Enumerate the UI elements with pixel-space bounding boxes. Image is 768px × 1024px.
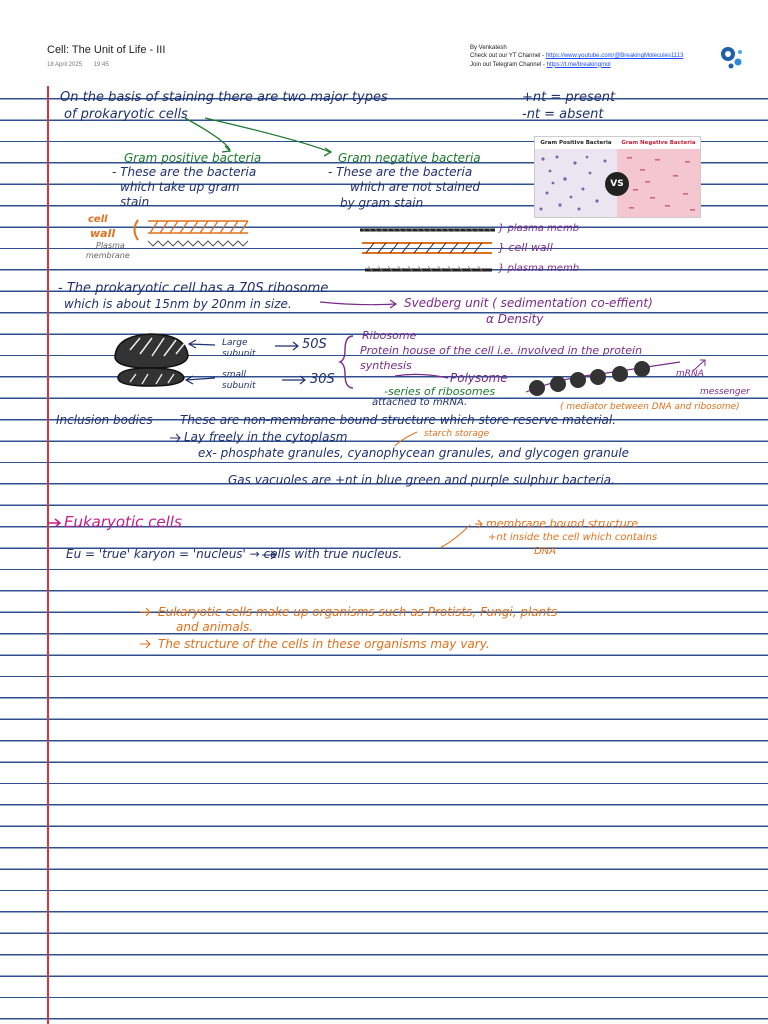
gram-comparison-image [534,136,701,218]
page-date: 18 April 2025 [47,62,83,68]
lay-freely-note: Lay freely in the cytoplasm [184,430,348,444]
eukaryotic-organisms-line-2: and animals. [176,620,254,634]
page-time: 19:45 [93,62,109,68]
eukaryotic-structure-note: The structure of the cells in these organisms may vary. [158,637,490,651]
gram-negative-line-1: - These are the bacteria [328,165,473,179]
credits-author: By Venkatesh [470,45,507,51]
s50-label: 50S [302,337,327,352]
credits-tg: Join out Telegram Channel - https://t.me/breakingmol [470,61,611,68]
protein-house-line-2: synthesis [360,359,412,372]
vs-badge: VS [605,172,629,196]
mediator-note: ( mediator between DNA and ribosome) [560,402,740,412]
neg-plasma-memb-label-1: } plasma memb [498,223,580,234]
gas-vacuoles-note: Gas vacuoles are +nt in blue green and purple sulphur bacteria. [228,473,615,487]
plasma-membrane-label-1: Plasma [96,241,125,250]
present-note: +nt = present [522,90,616,105]
eukaryotic-definition: Eu = 'true' karyon = 'nucleus' → cells with true nucleus. [66,547,403,561]
credits [470,44,683,69]
granules-note: ex- phosphate granules, cyanophycean granules, and glycogen granule [198,446,630,460]
staining-line-1: On the basis of staining there are two major types [60,90,388,105]
staining-line-2: of prokaryotic cells [64,107,188,122]
gram-positive-line-2: which take up gram [120,180,240,194]
small-subunit-label: small subunit [222,370,256,391]
page-datetime [47,62,119,68]
polysome-label: Polysome [450,371,508,385]
mrna-label: mRNA [676,369,704,379]
large-subunit-label: Large subunit [222,338,256,359]
molecule-logo-icon [716,42,744,72]
gram-negative-title: Gram negative bacteria [338,151,481,165]
svedberg-line-1: Svedberg unit ( sedimentation co-effient) [404,296,653,310]
page-title: Cell: The Unit of Life - III [47,44,166,56]
gram-negative-image-label: Gram Negative Bacteria [617,137,700,149]
ribosome-label: Ribosome [362,329,417,342]
gram-positive-line-3: stain [120,195,150,209]
eukaryotic-heading: Eukaryotic cells [64,513,182,531]
neg-plasma-memb-label-2: } plasma memb [498,263,580,274]
messenger-label: messenger [700,387,750,397]
s30-label: 30S [310,372,335,387]
gram-negative-line-2: which are not stained [350,180,480,194]
cell-wall-label-1: cell [88,214,108,225]
gram-positive-title: Gram positive bacteria [124,151,262,165]
ribosome-line-1: - The prokaryotic cell has a 70S ribosome [58,281,329,296]
polysome-series-line-2: attached to mRNA. [372,397,468,408]
plasma-membrane-label-2: membrane [86,251,130,260]
inclusion-bodies-label: Inclusion bodies [56,413,153,427]
starch-storage-note: starch storage [424,429,490,439]
absent-note: -nt = absent [522,107,604,122]
ribosome-line-2: which is about 15nm by 20nm in size. [64,297,292,311]
protein-house-line-1: Protein house of the cell i.e. involved in the protein [360,344,643,357]
credits-yt: Check out our YT Channel - https://www.youtube.com/@BreakingMolecules1113 [470,53,684,60]
membrane-bound-line-3: DNA [534,546,557,557]
page-header [0,0,768,86]
margin-line [47,86,49,1024]
gram-positive-image-label: Gram Positive Bacteria [535,137,617,149]
gram-negative-line-3: by gram stain [340,196,424,210]
svedberg-line-2: α Density [486,312,544,326]
cell-wall-label-2: wall [90,227,116,240]
neg-cell-wall-label: } cell wall [498,241,553,254]
telegram-link[interactable]: https://t.me/breakingmol [546,61,611,68]
eukaryotic-organisms-line-1: Eukaryotic cells make up organisms such as Protists, Fungi, plants [158,605,558,619]
gram-positive-line-1: - These are the bacteria [112,165,257,179]
inclusion-description: These are non-membrane bound structure which store reserve material. [180,413,617,427]
polysome-series-line-1: -series of ribosomes [384,385,496,398]
membrane-bound-line-1: membrane bound structure [486,517,638,530]
membrane-bound-line-2: +nt inside the cell which contains [488,532,658,543]
youtube-link[interactable]: https://www.youtube.com/@BreakingMolecules1113 [545,53,684,60]
